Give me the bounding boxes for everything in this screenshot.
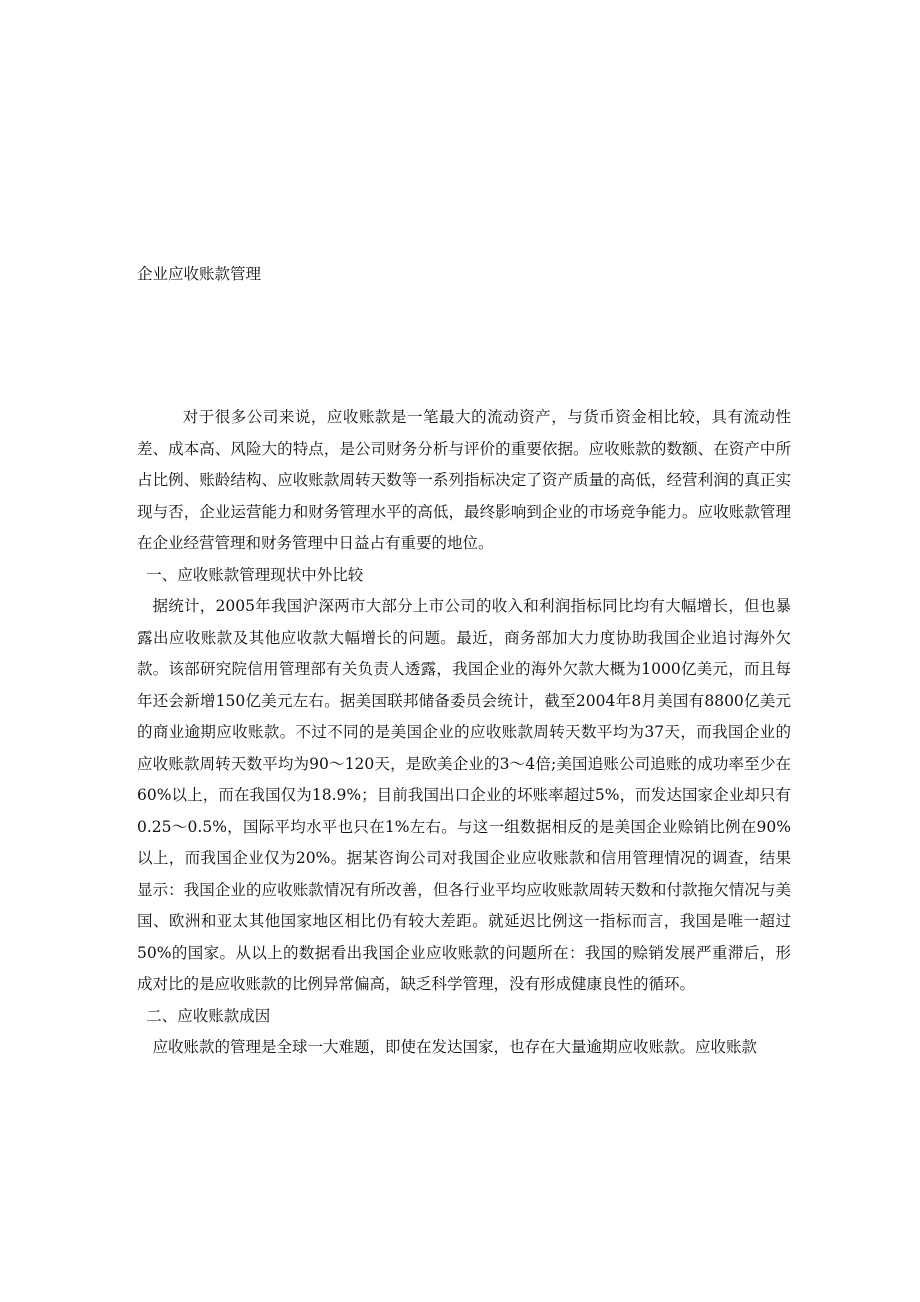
intro-paragraph: 对于很多公司来说，应收账款是一笔最大的流动资产，与货币资金相比较，具有流动性差、成本高、风险大的特点，是公司财务分析与评价的重要依据。应收账款的数额、在资产中所占比例、账龄结构、应收账款周转天数等一系列指标决定了资产质量的高低，经营利润的真正实现与否，企业运营能力和财务管理水平的高低，最终影响到企业的市场竞争能力。应收账款管理在企业经营管理和财务管理中日益占有重要的地位。 [137, 408, 791, 552]
document-title: 企业应收账款管理 [137, 265, 262, 283]
section-heading-1: 一、应收账款管理现状中外比较 [146, 565, 364, 584]
section-2-paragraph: 应收账款的管理是全球一大难题，即使在发达国家，也存在大量逾期应收账款。应收账款 [152, 1038, 758, 1056]
section-heading-2: 二、应收账款成因 [146, 1006, 271, 1025]
document-body [137, 402, 791, 1064]
section-1-paragraph: 据统计，2005年我国沪深两市大部分上市公司的收入和利润指标同比均有大幅增长，但也暴露出应收账款及其他应收款大幅增长的问题。最近，商务部加大力度协助我国企业追讨海外欠款。该部研究院信用管理部有关负责人透露，我国企业的海外欠款大概为1000亿美元，而且每年还会新增150亿美元左右。据美国联邦储备委员会统计，截至2004年8月美国有8800亿美元的商业逾期应收账款。不过不同的是美国企业的应收账款周转天数平均为37天，而我国企业的应收账款周转天数平均为90～120天，是欧美企业的3～4倍;美国追账公司追账的成功率至少在60%以上，而在我国仅为18.9%；目前我国出口企业的坏账率超过5%，而发达国家企业却只有0.25～0.5%，国际平均水平也只在1%左右。与这一组数据相反的是美国企业赊销比例在90%以上，而我国企业仅为20%。据某咨询公司对我国企业应收账款和信用管理情况的调查，结果显示：我国企业的应收账款情况有所改善，但各行业平均应收账款周转天数和付款拖欠情况与美国、欧洲和亚太其他国家地区相比仍有较大差距。就延迟比例这一指标而言，我国是唯一超过50%的国家。从以上的数据看出我国企业应收账款的问题所在：我国的赊销发展严重滞后，形成对比的是应收账款的比例异常偏高，缺乏科学管理，没有形成健康良性的循环。 [137, 597, 791, 993]
